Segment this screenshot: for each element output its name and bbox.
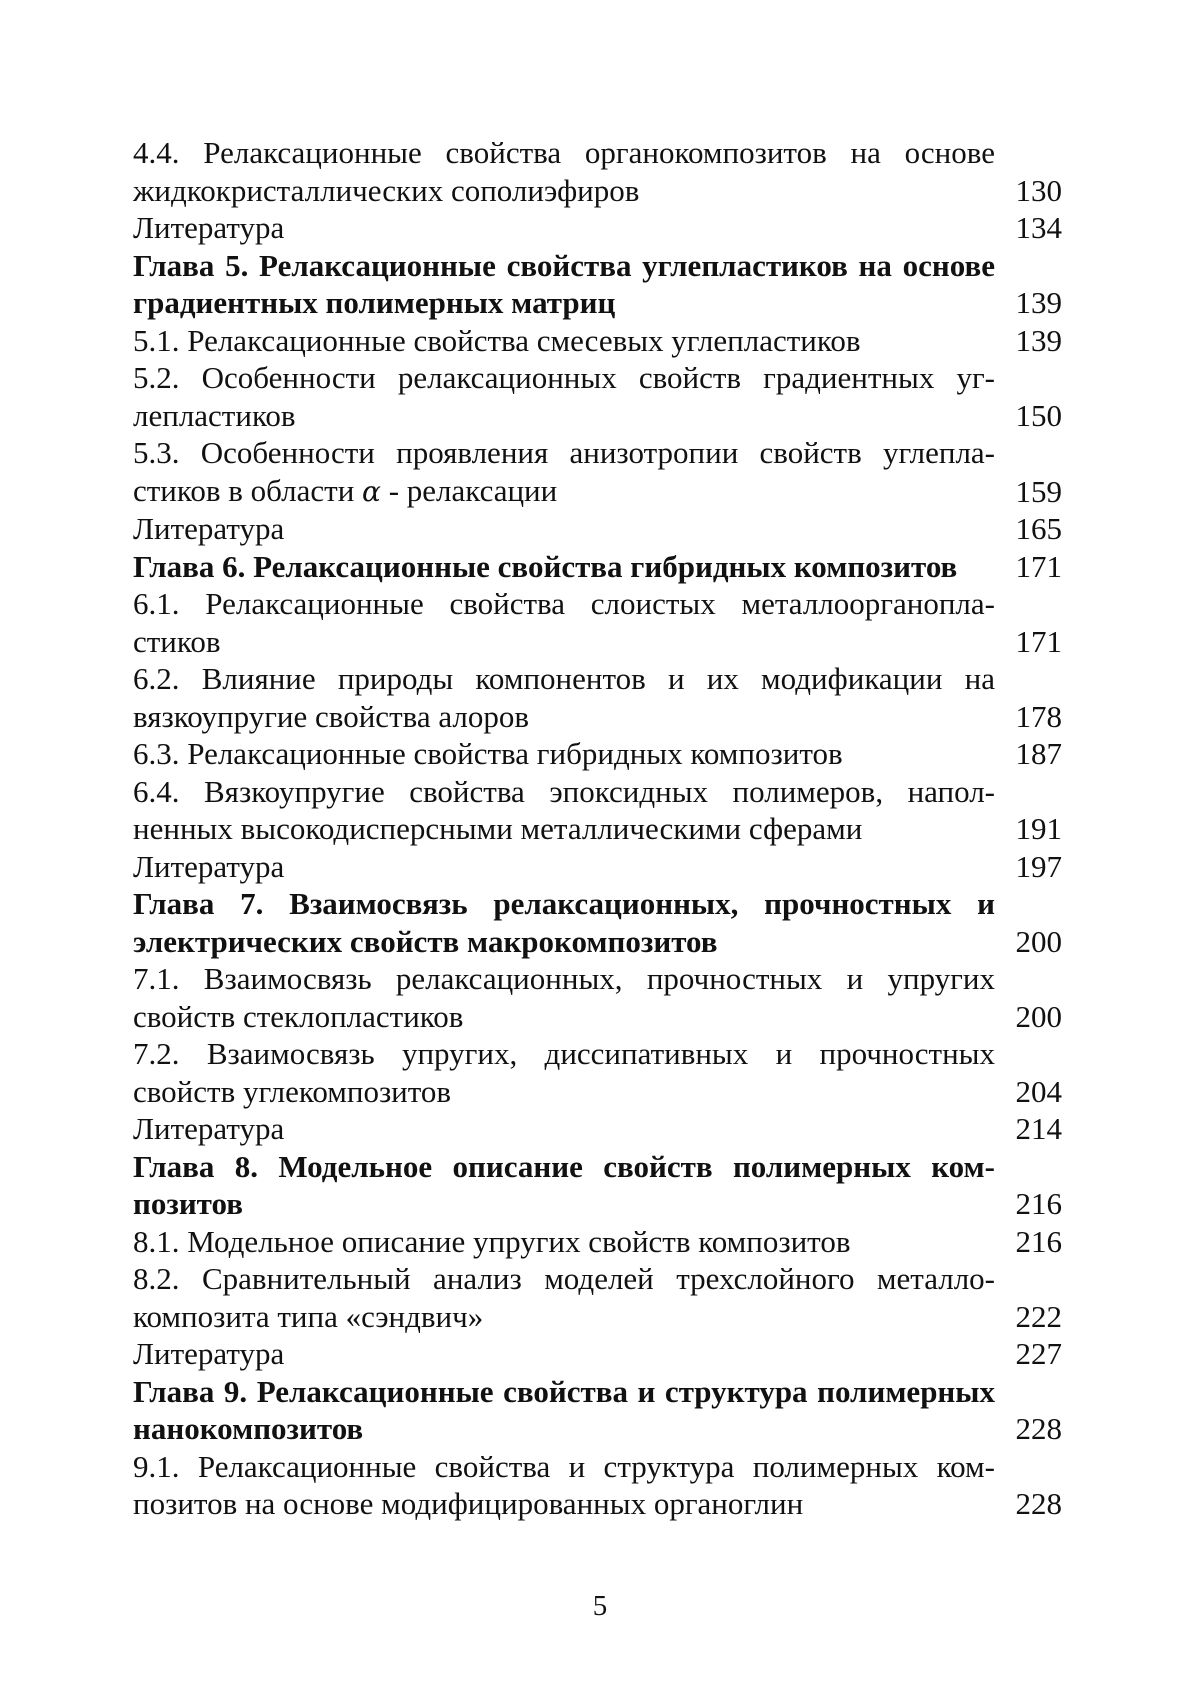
toc-entry-page: 204	[1015, 1073, 1062, 1109]
toc-chapter-title: Глава 7. Взаимосвязь релаксационных, прочностных и электрических свойств макрокомпозитов	[133, 886, 995, 959]
toc-chapter-title: Глава 6. Релаксационные свойства гибридных композитов	[133, 548, 958, 584]
toc-entry	[133, 1260, 1062, 1335]
toc-entry	[133, 510, 1062, 548]
toc-entry-page: 216	[1015, 1223, 1062, 1259]
toc-entry-title-before: 5.3. Особенности проявления анизотропии свойств углепластиков в области	[133, 435, 995, 508]
toc-entry-page: 214	[1015, 1111, 1062, 1146]
toc-entry	[133, 1035, 1062, 1110]
toc-entry-title	[133, 434, 995, 510]
toc-entry-page: 159	[1015, 473, 1062, 509]
toc-entry	[133, 1448, 1062, 1523]
toc-entry	[133, 134, 1062, 209]
toc-entry	[133, 359, 1062, 434]
toc-entry-title: 4.4. Релаксационные свойства органокомпозитов на основе жидкокристаллических сополиэфиров	[133, 135, 995, 208]
toc-entry-title: 8.1. Модельное описание упругих свойств композитов	[133, 1223, 851, 1259]
toc-entry-page: 197	[1015, 848, 1062, 884]
toc-chapter-entry	[133, 885, 1062, 960]
toc-entry-title: Литература	[133, 1336, 285, 1371]
toc-entry-page: 227	[1015, 1336, 1062, 1371]
toc-entry-title: Литература	[133, 511, 285, 546]
toc-entry	[133, 773, 1062, 848]
toc-entry-page: 134	[1015, 210, 1062, 245]
toc-entry	[133, 848, 1062, 886]
toc-entry-title: 5.1. Релаксационные свойства смесевых углепластиков	[133, 322, 861, 358]
toc-entry	[133, 1110, 1062, 1148]
toc-entry-page: 165	[1015, 511, 1062, 546]
toc-entry	[133, 209, 1062, 247]
toc-entry-title: Литература	[133, 1111, 285, 1146]
toc-entry	[133, 660, 1062, 735]
toc-chapter-title: Глава 5. Релаксационные свойства углепластиков на основе градиентных полимерных матриц	[133, 247, 995, 320]
toc-entry-title: Литература	[133, 210, 285, 245]
toc-entry	[133, 434, 1062, 510]
toc-entry-title: 7.1. Взаимосвязь релаксационных, прочностных и упругих свойств стеклопластиков	[133, 961, 995, 1034]
toc-entry	[133, 1223, 1062, 1261]
toc-entry-title: 5.2. Особенности релаксационных свойств градиентных углепластиков	[133, 360, 995, 433]
toc-chapter-title: Глава 8. Модельное описание свойств полимерных композитов	[133, 1148, 995, 1221]
toc-entry-page: 228	[1015, 1486, 1062, 1521]
toc-entry-page: 200	[1015, 998, 1062, 1034]
toc-chapter-entry	[133, 1373, 1062, 1448]
toc-chapter-entry	[133, 1148, 1062, 1223]
toc-entry-page: 171	[1015, 623, 1062, 659]
toc-entry-page: 139	[1015, 322, 1062, 358]
toc-entry-page: 200	[1015, 923, 1062, 959]
toc-chapter-entry	[133, 247, 1062, 322]
toc-entry-title-after: - релаксации	[380, 472, 558, 508]
toc-entry-title: 7.2. Взаимосвязь упругих, диссипативных и прочностных свойств углекомпозитов	[133, 1036, 995, 1109]
toc-entry-page: 130	[1015, 172, 1062, 208]
toc-entry	[133, 585, 1062, 660]
toc-entry-page: 191	[1015, 811, 1062, 846]
page-number: 5	[592, 1590, 608, 1622]
toc-entry-page: 178	[1015, 698, 1062, 734]
toc-entry-title: 8.2. Сравнительный анализ моделей трехслойного металлокомпозита типа «сэндвич»	[133, 1261, 995, 1334]
toc-entry-page: 222	[1015, 1298, 1062, 1334]
toc-entry-page: 150	[1015, 397, 1062, 433]
table-of-contents	[133, 134, 1062, 1523]
toc-entry-title: 6.4. Вязкоупругие свойства эпоксидных полимеров, наполненных высокодисперсными металлическими сферами	[133, 773, 995, 846]
toc-entry-title: 6.1. Релаксационные свойства слоистых металлоорганопластиков	[133, 586, 995, 659]
toc-entry	[133, 960, 1062, 1035]
toc-entry-page: 139	[1015, 285, 1062, 320]
toc-entry-title: 6.3. Релаксационные свойства гибридных композитов	[133, 736, 843, 771]
toc-entry-page: 216	[1015, 1186, 1062, 1221]
toc-entry-page: 171	[1015, 548, 1062, 584]
toc-entry-title: 6.2. Влияние природы компонентов и их модификации на вязкоупругие свойства алоров	[133, 661, 995, 734]
toc-chapter-title: Глава 9. Релаксационные свойства и структура полимерных нанокомпозитов	[133, 1373, 995, 1446]
toc-entry-title: Литература	[133, 848, 285, 884]
toc-entry-page: 187	[1015, 736, 1062, 771]
toc-chapter-entry	[133, 548, 1062, 586]
alpha-symbol: α	[362, 474, 381, 508]
toc-entry	[133, 735, 1062, 773]
toc-entry	[133, 1335, 1062, 1373]
toc-entry	[133, 322, 1062, 360]
toc-entry-title: 9.1. Релаксационные свойства и структура полимерных композитов на основе модифицированных органоглин	[133, 1448, 995, 1521]
toc-entry-page: 228	[1015, 1411, 1062, 1446]
